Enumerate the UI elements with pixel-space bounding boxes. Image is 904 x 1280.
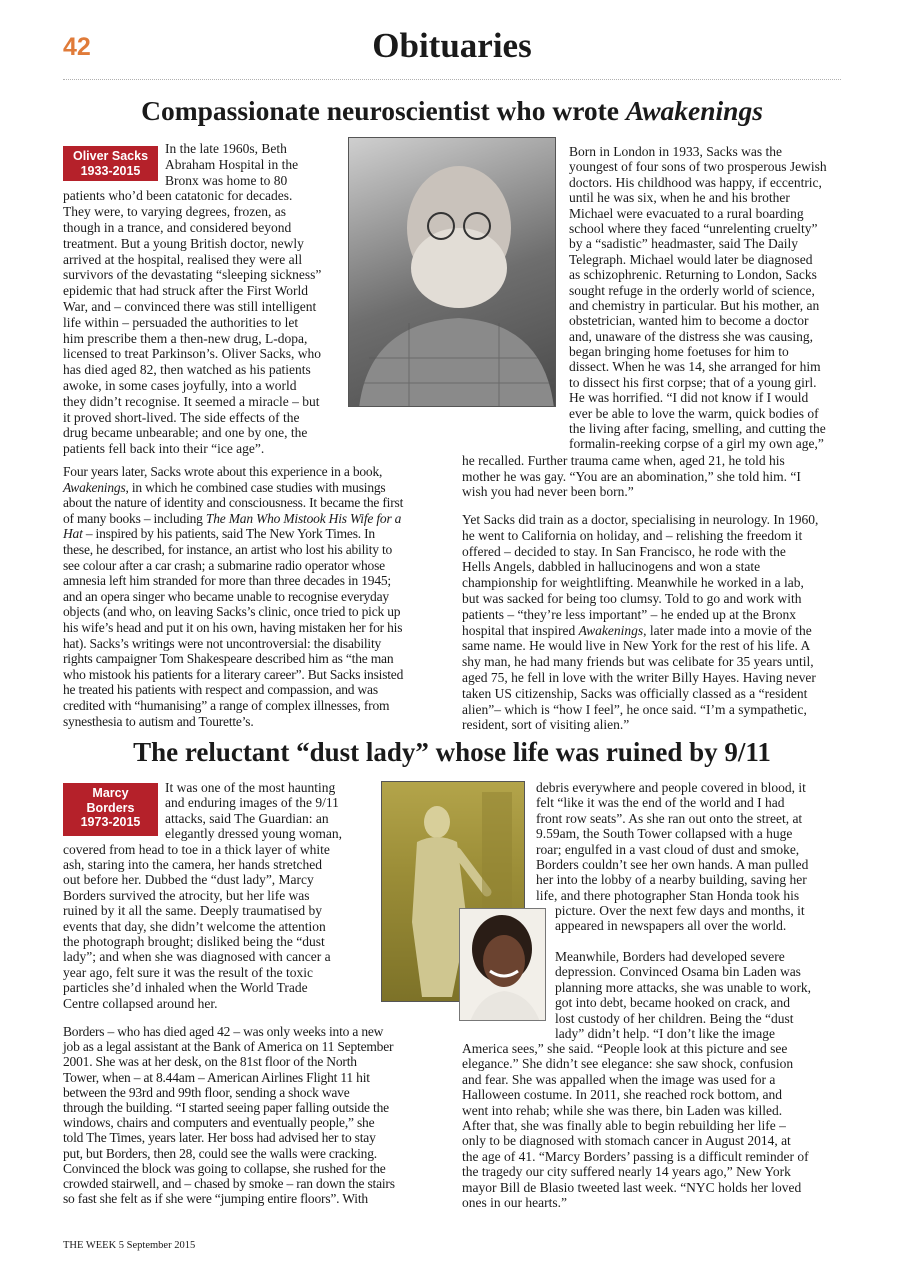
text-line: credited with “humanising” a range of complex illnesses, from xyxy=(63,697,390,713)
text-line: picture. Over the next few days and months, it xyxy=(555,903,805,918)
text-line: began bringing home foetuses for him to xyxy=(569,344,789,360)
text-line: as schizophrenic. Returning to London, Sacks xyxy=(569,267,817,283)
text-line: Borders survived the atrocity, but her life was xyxy=(63,887,310,903)
text-line: to dissect his first corpse; that of a young girl. xyxy=(569,374,817,390)
text-line: patients fell back into their “ice age”. xyxy=(63,441,265,457)
label-years: 1973-2015 xyxy=(80,815,141,829)
text-line: he went to California on holiday, and – relishing the freedom it xyxy=(462,527,803,543)
article2-paragraph-aftermath xyxy=(462,1041,809,1210)
portrait-illustration xyxy=(349,138,556,407)
label-last-name: Borders xyxy=(86,800,135,815)
text-line: between the 93rd and 99th floor, sending a shock wave xyxy=(63,1084,350,1100)
text-line: debris everywhere and people covered in blood, it xyxy=(536,780,806,795)
portrait-illustration xyxy=(460,909,546,1021)
text-line: offered – decided to stay. In San Francisco, he rode with the xyxy=(462,543,786,559)
text-line: got into debt, became hooked on crack, and xyxy=(555,995,791,1011)
text-line: epidemic that had struck after the First World xyxy=(63,283,308,299)
text-line: arrived at the hospital, realised they were all xyxy=(63,251,303,267)
text-line: though in a trance, and considered beyond xyxy=(63,219,292,235)
text-line: hospital that inspired Awakenings, later made into a movie of the xyxy=(462,622,812,638)
text-line: wish you had never been born.” xyxy=(462,484,634,500)
text-line: patients who’d been catatonic for decades. xyxy=(63,188,293,204)
text-line: survivors of the devastating “sleeping sickness” xyxy=(63,267,322,283)
text-line: her into the lobby of a nearby building, saving her xyxy=(536,872,807,888)
article2-intro xyxy=(165,780,342,842)
text-line: and an opera singer who became unable to recognise everyday xyxy=(63,588,389,604)
text-line: Hells Angels, dabbled in hallucinogens and won a state xyxy=(462,559,761,575)
text-line: only to be diagnosed with stomach cancer in August 2014, at xyxy=(462,1133,791,1149)
marcy-borders-portrait-photo xyxy=(459,908,546,1021)
text-line: Borders couldn’t see her own hands. A man pulled xyxy=(536,856,809,872)
text-line: They were, to varying degrees, frozen, as xyxy=(63,204,287,220)
text-line: his wife’s head and put it on his own, having mistaken her for his xyxy=(63,619,403,635)
text-line: dissect. When he was 14, she arranged for him xyxy=(569,359,821,375)
headline-italic-title: Awakenings xyxy=(625,95,763,126)
text-line: by a “sadistic” headmaster, said The Daily xyxy=(569,236,799,252)
section-title: Obituaries xyxy=(372,26,532,65)
text-line: shy man, he had many friends but was celibate for 35 years until, xyxy=(462,654,814,670)
text-line: ash, staring into the camera, her hands stretched xyxy=(63,856,323,872)
text-line: licensed to treat Parkinson’s. Oliver Sacks, who xyxy=(63,346,321,362)
text-line: and chemistry in particular. But his mother, an xyxy=(569,297,820,313)
text-line: but was sacked for being too clumsy. Told to go and work with xyxy=(462,590,802,606)
text-line: After that, she was finally able to begin rebuilding her life – xyxy=(462,1117,786,1133)
text-line: rights campaigner Tom Shakespeare described him as “the man xyxy=(63,651,394,667)
article1-paragraph-career xyxy=(462,512,818,733)
text-line: America sees,” she said. “People look at this picture and see xyxy=(462,1041,788,1056)
text-line: the tragedy our city suffered nearly 14 years ago,” New York xyxy=(462,1164,791,1180)
article2-paragraph-depression xyxy=(555,949,811,1041)
text-line: objects (and who, on leaving Sacks’s clinic, once tried to pick up xyxy=(63,604,401,620)
text-line: planning more attacks, she was unable to work, xyxy=(555,979,812,995)
text-line: and, unaware of the distress she was causing, xyxy=(569,328,814,344)
text-line: told The Times, years later. Her boss had advised her to stay xyxy=(63,1130,376,1146)
text-line: felt “like it was the end of the world and I had xyxy=(536,795,785,811)
text-line: roar; engulfed in a vast cloud of dust and smoke, xyxy=(536,841,800,857)
text-line: Abraham Hospital in the xyxy=(165,156,299,172)
text-line: school where they faced “unrelenting cruelty” xyxy=(569,220,818,236)
text-line: ones in our hearts.” xyxy=(462,1194,567,1210)
text-line: about the nature of identity and consciousness. It became the first xyxy=(63,495,404,511)
text-line: amnesia left him stranded for more than three decades in 1945; xyxy=(63,573,391,589)
text-line: attacks, said The Guardian: an xyxy=(165,810,329,826)
text-line: resident, sort of visiting alien.” xyxy=(462,717,630,733)
text-line: and fear. She was appalled when the image was used for a xyxy=(462,1071,776,1087)
obituary-name-label xyxy=(63,146,158,181)
text-line: put, but Borders, then 28, could see the walls were cracking. xyxy=(63,1145,377,1161)
text-line: elegance.” She didn’t see elegance: she saw shock, confusion xyxy=(462,1056,794,1072)
text-line: obstetrician, wanted him to become a doctor xyxy=(569,313,809,329)
text-line: synesthesia to autism and Tourette’s. xyxy=(63,713,254,729)
text-line: particles she’d inhaled when the World Trade xyxy=(63,980,308,996)
article1-col1 xyxy=(63,188,321,457)
text-line: through the building. “I started seeing paper falling outside the xyxy=(63,1099,389,1115)
text-line: Michael were evacuated to a rural boarding xyxy=(569,205,804,221)
text-line: Awakenings, in which he combined case studies with musings xyxy=(63,479,386,495)
article2-col1 xyxy=(63,842,331,1011)
text-line: he recalled. Further trauma came when, aged 21, he told his xyxy=(462,453,785,468)
text-line: it proved short-lived. The side effects of the xyxy=(63,409,300,425)
text-line: formalin-reeking corpse of a girl my own age,” xyxy=(569,436,824,452)
text-line: went into rehab; while she was there, bin Laden was killed. xyxy=(462,1102,783,1118)
text-line: drug became unbearable; and one by one, the xyxy=(63,425,308,441)
text-line: taken US citizenship, Sacks was officially classed as a “resident xyxy=(462,685,808,701)
text-line: mayor Bill de Blasio tweeted last week. “NYC holds her loved xyxy=(462,1179,802,1195)
text-line: the living after facing, smelling, and cutting the xyxy=(569,421,826,437)
text-line: In the late 1960s, Beth xyxy=(165,141,287,156)
text-line: aged 75, he fell in love with the writer Billy Hayes. Having never xyxy=(462,669,816,685)
headline-text: Compassionate neuroscientist who wrote xyxy=(141,95,626,126)
article2-right-col xyxy=(536,780,808,903)
article2-headline: The reluctant “dust lady” whose life was ruined by 9/11 xyxy=(133,737,771,767)
text-line: of many books – including The Man Who Mistook His Wife for a xyxy=(63,510,402,526)
text-line: Four years later, Sacks wrote about this experience in a book, xyxy=(63,464,383,479)
label-name: Oliver Sacks xyxy=(72,149,149,163)
text-line: he treated his patients with respect and compassion, and was xyxy=(63,682,378,698)
article2-paragraph-attack xyxy=(63,1024,395,1206)
text-line: Born in London in 1933, Sacks was the xyxy=(569,144,782,159)
text-line: sought refuge in the orderly world of science, xyxy=(569,282,815,298)
text-line: It was one of the most haunting xyxy=(165,780,336,795)
text-line: ever be able to love the warm, quick bodies of xyxy=(569,405,819,421)
text-line: depression. Convinced Osama bin Laden was xyxy=(555,964,801,980)
text-line: the photograph brought; disliked being the “dust xyxy=(63,933,325,949)
text-line: 9.59am, the South Tower collapsed with a huge xyxy=(536,826,793,842)
text-line: until he was six, when he and his brother xyxy=(569,190,790,206)
text-line: 2001. She was at her desk, on the 81st floor of the North xyxy=(63,1054,357,1070)
text-line: Halloween costume. In 2011, she reached rock bottom, and xyxy=(462,1087,783,1103)
text-line: these, he described, for instance, an artist who lost his ability to xyxy=(63,541,393,557)
text-line: ruined by it all the same. Deeply traumatised by xyxy=(63,903,323,919)
article1-headline xyxy=(0,95,904,127)
text-line: treatment. But a young British doctor, newly xyxy=(63,235,304,251)
text-line: job as a legal assistant at the Bank of America on 11 September xyxy=(63,1039,394,1055)
label-first-name: Marcy xyxy=(92,786,129,800)
text-line: life within – persuaded the authorities to let xyxy=(63,314,299,330)
text-line: Tower, when – at 8.44am – American Airlines Flight 11 hit xyxy=(63,1069,370,1085)
text-line: Telegraph. Michael would later be diagnosed xyxy=(569,251,813,267)
dotted-divider xyxy=(63,79,841,80)
text-line: and enduring images of the 9/11 xyxy=(165,795,339,811)
text-line: alien”– which is “how I feel”, he once said. “I’m a sympathetic, xyxy=(462,701,807,717)
text-line: the age of 41. “Marcy Borders’ passing is a difficult reminder of xyxy=(462,1148,809,1164)
text-line: so fast she felt as if she were “jumping entire floors”. With xyxy=(63,1191,368,1207)
text-line: year ago, felt sure it was the result of the toxic xyxy=(63,964,314,980)
text-line: hat). Sacks’s writings were not uncontroversial: the disability xyxy=(63,635,382,651)
text-line: lady” didn’t help. “I don’t like the image xyxy=(555,1025,775,1041)
text-line: covered from head to toe in a thick layer of white xyxy=(63,841,330,857)
article1-paragraph-books xyxy=(63,464,403,729)
text-line: same name. He would live in New York for the rest of his life. A xyxy=(462,638,811,654)
text-line: lost custody of her children. Being the “dust xyxy=(555,1010,794,1026)
text-line: appeared in newspapers all over the world. xyxy=(555,918,787,934)
text-line: Meanwhile, Borders had developed severe xyxy=(555,949,785,964)
article1-col2-continued xyxy=(462,453,801,500)
text-line: life, and there photographer Stan Honda took his xyxy=(536,887,800,903)
text-line: see colour after a car crash; a submarine radio operator whose xyxy=(63,557,385,573)
text-line: they didn’t recognise. It seemed a miracle – but xyxy=(63,393,320,409)
text-line: events that day, she didn’t welcome the attention xyxy=(63,918,326,934)
text-line: He was horrified. “I did not know if I would xyxy=(569,390,809,406)
text-line: championship for weightlifting. Meanwhile he worked in a lab, xyxy=(462,575,804,591)
text-line: War, and – convinced there was still intelligent xyxy=(63,298,317,314)
label-years: 1933-2015 xyxy=(80,163,141,178)
text-line: Bronx was home to 80 xyxy=(165,172,288,188)
text-line: Centre collapsed around her. xyxy=(63,995,218,1011)
text-line: Yet Sacks did train as a doctor, specialising in neurology. In 1960, xyxy=(462,512,819,527)
obituary-name-label xyxy=(63,783,158,836)
text-line: youngest of four sons of two prosperous Jewish xyxy=(569,159,827,175)
article1-intro xyxy=(165,141,298,188)
text-line: awoke, in some cases joyfully, into a world xyxy=(63,377,297,393)
text-line: lady”; and when she was diagnosed with cancer a xyxy=(63,949,331,965)
text-line: mother he was gay. “You are an abomination,” she told him. “I xyxy=(462,468,801,484)
text-line: crowded stairwell, and – chased by smoke – ran down the stairs xyxy=(63,1175,395,1191)
page-number: 42 xyxy=(63,33,91,61)
footer-publication-date: THE WEEK 5 September 2015 xyxy=(63,1240,196,1251)
article2-right-col-continued xyxy=(555,903,805,934)
text-line: out before her. Dubbed the “dust lady”, Marcy xyxy=(63,872,314,888)
text-line: doctors. His childhood was happy, if eccentric, xyxy=(569,174,822,190)
portrait-photo-oliver-sacks xyxy=(348,137,556,407)
text-line: front row seats”. As she ran out onto the street, at xyxy=(536,810,803,826)
text-line: who mistook his patients for a literary career”. But Sacks insisted xyxy=(63,666,404,682)
text-line: patients – “they’re less important” – he ended up at the Bronx xyxy=(462,606,797,622)
text-line: him prescribe them a then-new drug, L-dopa, xyxy=(63,330,308,346)
text-line: windows, chairs and computers and eventually people,” she xyxy=(63,1115,375,1131)
text-line: elegantly dressed young woman, xyxy=(165,826,342,842)
text-line: Hat – inspired by his patients, said The New York Times. In xyxy=(63,526,375,542)
article1-col2 xyxy=(569,144,827,452)
text-line: Borders – who has died aged 42 – was only weeks into a new xyxy=(63,1024,384,1039)
text-line: has died aged 82, then watched as his patients xyxy=(63,362,311,378)
text-line: Convinced the block was going to collapse, she rushed for the xyxy=(63,1160,386,1176)
